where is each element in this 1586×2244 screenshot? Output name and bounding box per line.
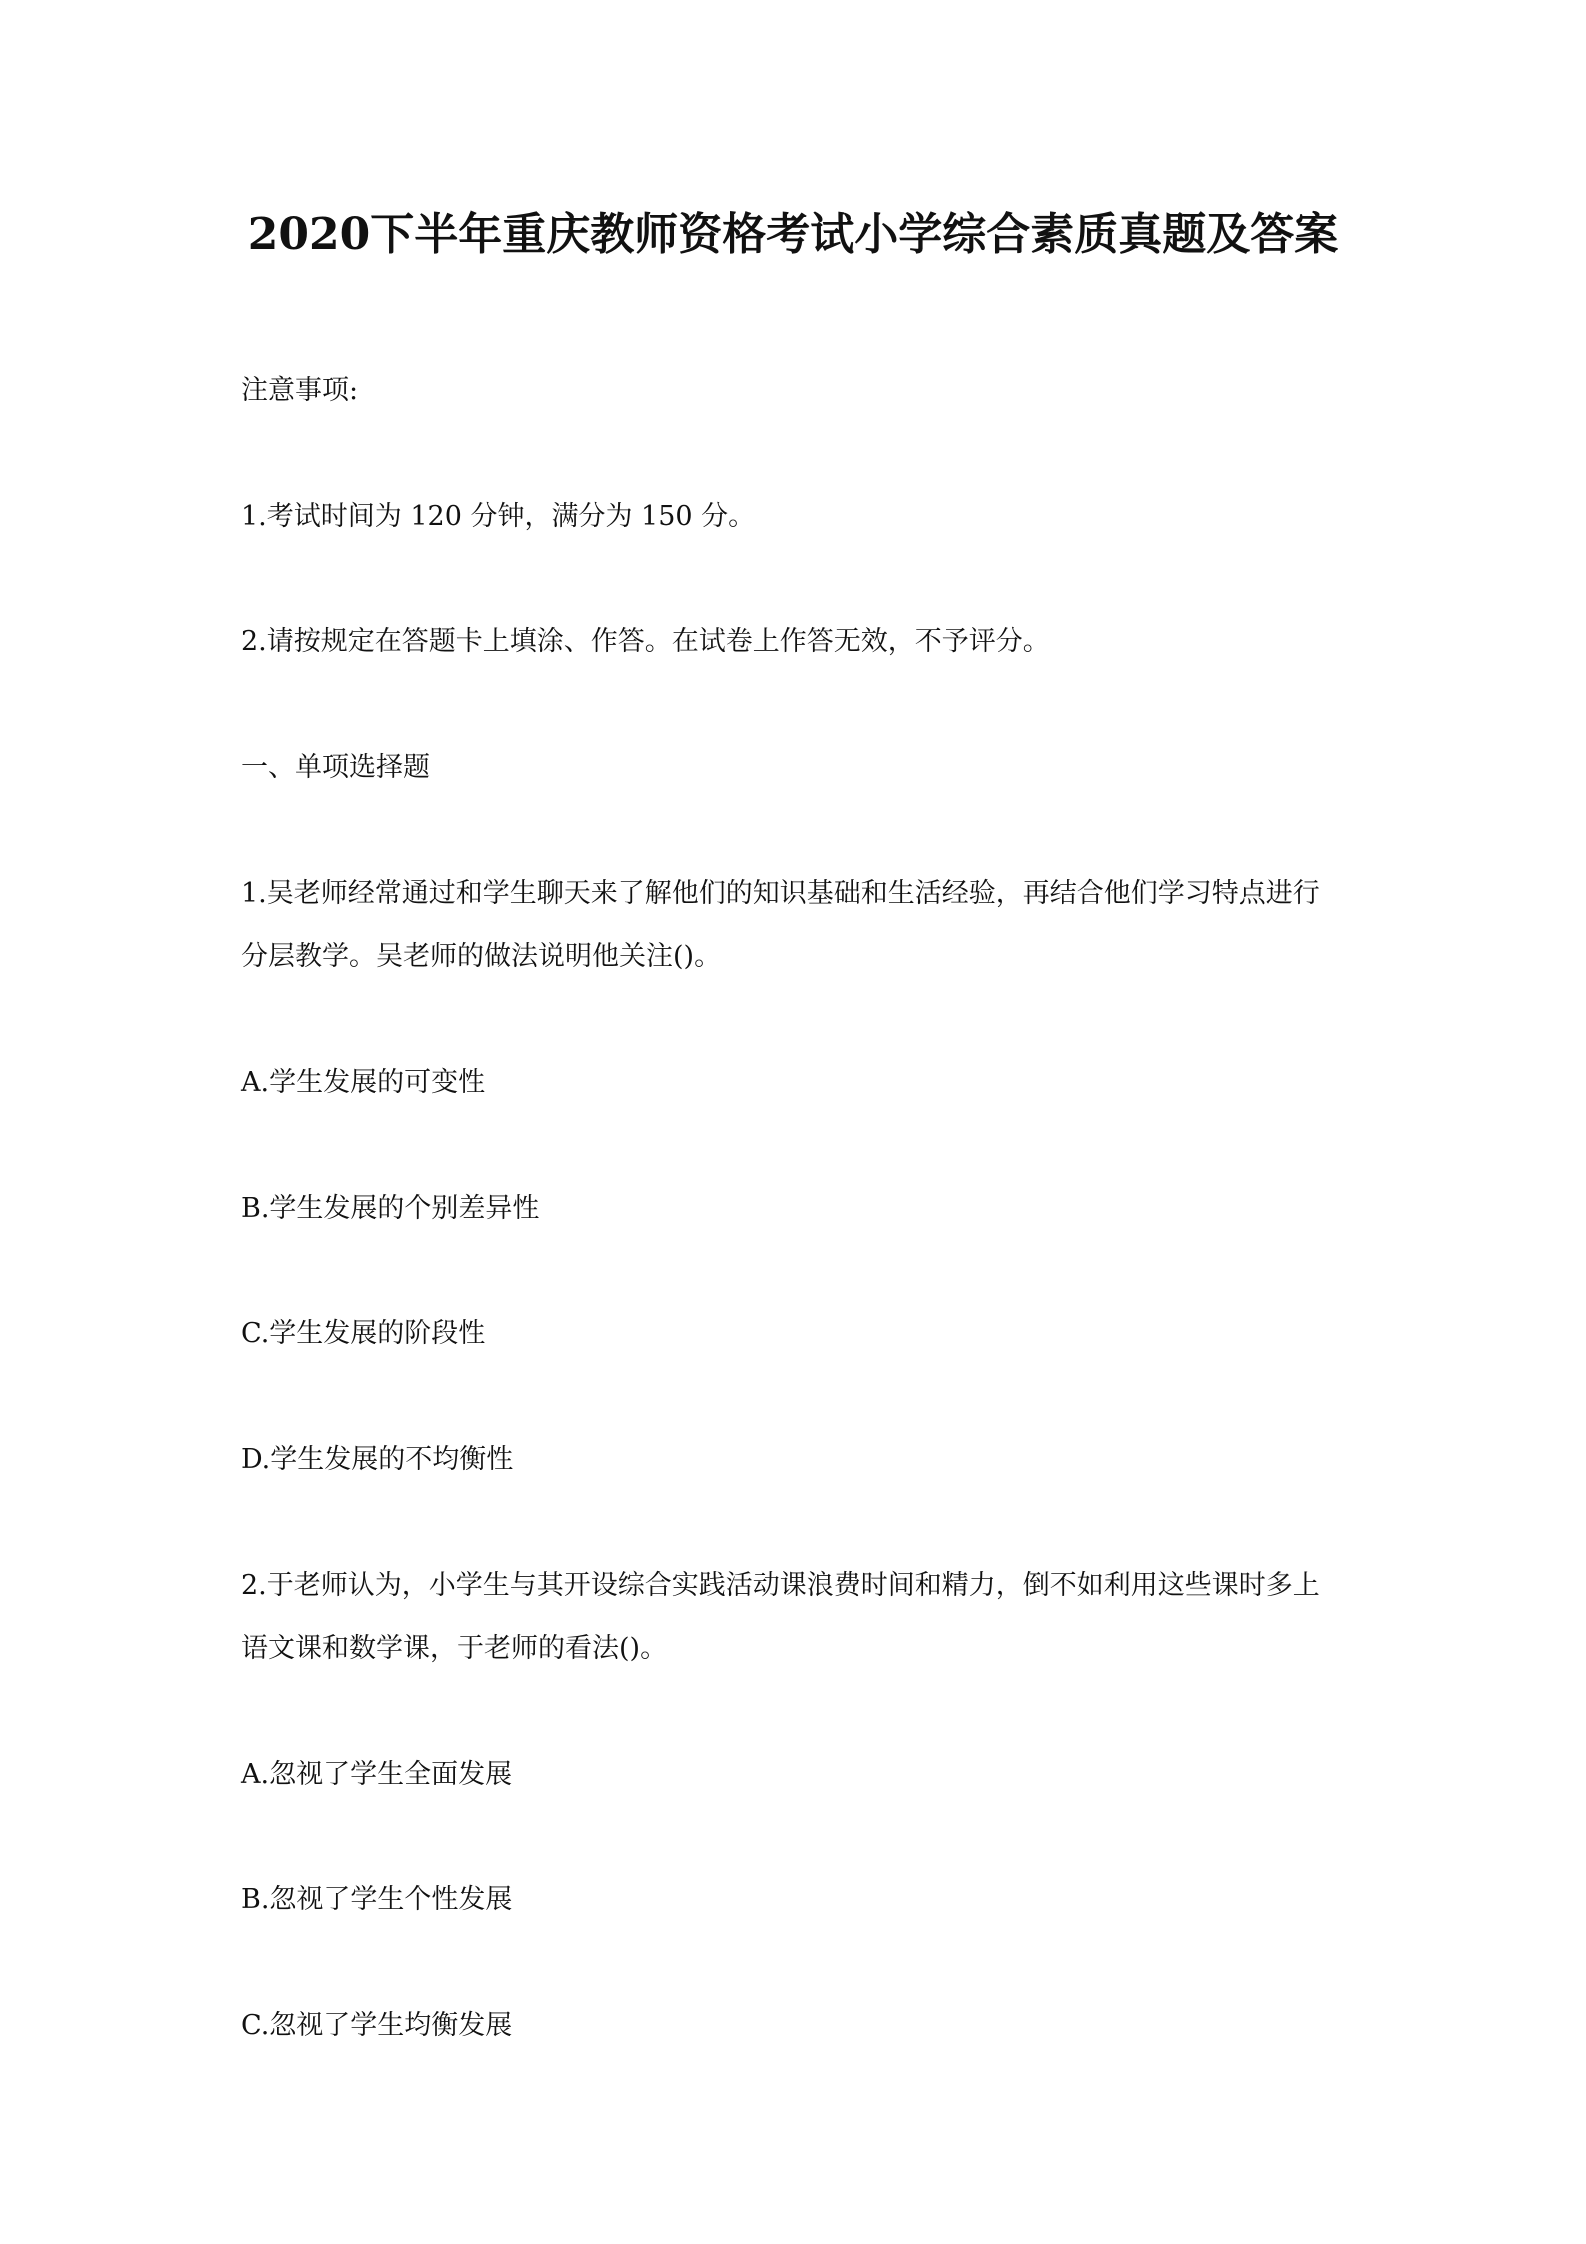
question-stem-line: 1.吴老师经常通过和学生聊天来了解他们的知识基础和生活经验，再结合他们学习特点进行	[241, 878, 1320, 909]
document-title: 2020下半年重庆教师资格考试小学综合素质真题及答案	[247, 209, 1339, 260]
answer-option: D.学生发展的不均衡性	[241, 1444, 514, 1475]
notice-item: 2.请按规定在答题卡上填涂、作答。在试卷上作答无效，不予评分。	[241, 626, 1050, 657]
section-heading: 一、单项选择题	[241, 752, 430, 783]
question-stem-line: 2.于老师认为，小学生与其开设综合实践活动课浪费时间和精力，倒不如利用这些课时多上	[241, 1570, 1320, 1601]
notice-heading: 注意事项:	[241, 375, 359, 406]
question-stem-line: 分层教学。吴老师的做法说明他关注()。	[241, 941, 722, 972]
question-stem-line: 语文课和数学课，于老师的看法()。	[241, 1633, 668, 1664]
answer-option: A.学生发展的可变性	[241, 1067, 486, 1098]
answer-option: C.学生发展的阶段性	[241, 1318, 486, 1349]
answer-option: B.忽视了学生个性发展	[241, 1884, 513, 1915]
answer-option: A.忽视了学生全面发展	[241, 1759, 513, 1790]
answer-option: B.学生发展的个别差异性	[241, 1193, 540, 1224]
notice-item: 1.考试时间为 120 分钟，满分为 150 分。	[241, 501, 756, 532]
answer-option: C.忽视了学生均衡发展	[241, 2010, 513, 2041]
